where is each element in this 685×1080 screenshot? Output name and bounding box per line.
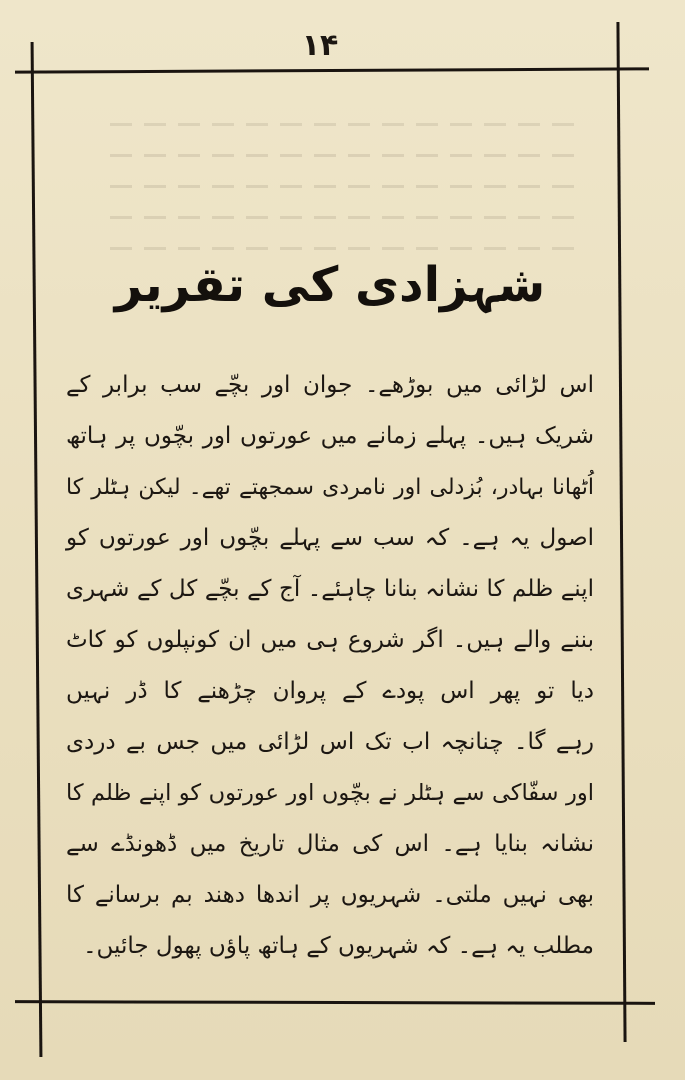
text-line: رہے گا۔ چنانچہ اب تک اس لڑائی میں جس بے دردی [66, 729, 594, 755]
text-line: اس لڑائی میں بوڑھے۔ جوان اور بچّے سب برابر کے [66, 372, 594, 398]
text-line: اور سفّاکی سے ہٹلر نے بچّوں اور عورتوں کو اپنے ظلم کا [66, 780, 594, 806]
bottom-frame-rule [15, 1000, 655, 1005]
body-paragraph [66, 360, 594, 972]
left-frame-rule [31, 42, 43, 1057]
text-line: دیا تو پھر اس پودے کے پروان چڑھنے کا ڈر نہیں [66, 678, 594, 704]
text-line: اُٹھانا بہادر، بُزدلی اور نامردی سمجھتے تھے۔ لیکن ہٹلر کا [66, 475, 594, 500]
top-frame-rule [15, 67, 649, 73]
text-line: اپنے ظلم کا نشانہ بنانا چاہئے۔ آج کے بچّے کل کے شہری [66, 576, 594, 602]
text-line: اصول یہ ہے۔ کہ سب سے پہلے بچّوں اور عورتوں کو [66, 525, 594, 551]
page-title: شہزادی کی تقریر [114, 257, 546, 313]
right-frame-rule [616, 22, 626, 1042]
text-line: نشانہ بنایا ہے۔ اس کی مثال تاریخ میں ڈھونڈے سے [66, 831, 594, 857]
text-line: بھی نہیں ملتی۔ شہریوں پر اندھا دھند بم برسانے کا [66, 882, 594, 908]
text-line: شریک ہیں۔ پہلے زمانے میں عورتوں اور بچّوں پر ہاتھ [66, 423, 594, 449]
text-line: بننے والے ہیں۔ اگر شروع ہی میں ان کونپلوں کو کاٹ [66, 627, 594, 653]
text-line: مطلب یہ ہے۔ کہ شہریوں کے ہاتھ پاؤں پھول جائیں۔ [83, 933, 594, 959]
page-number: ۱۴ [301, 28, 339, 63]
